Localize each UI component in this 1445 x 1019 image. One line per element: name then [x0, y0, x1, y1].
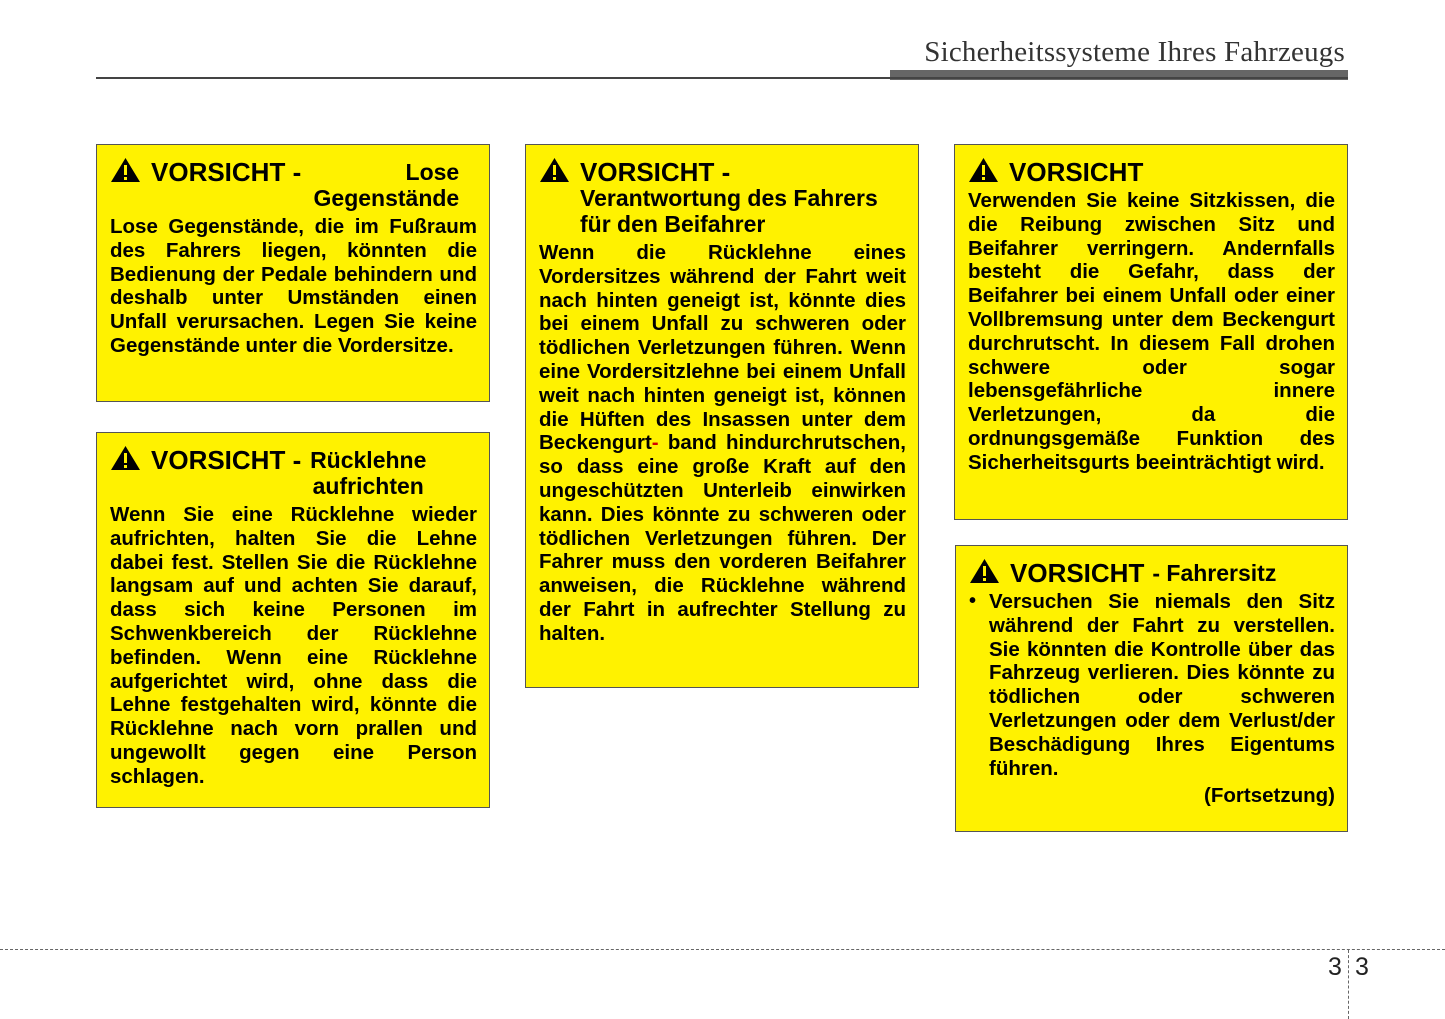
footer-dashed-rule [0, 949, 1445, 950]
caution-text [539, 241, 906, 646]
caution-keyword: VORSICHT [1009, 157, 1144, 187]
caution-heading [110, 159, 477, 211]
caution-heading [539, 159, 906, 185]
caution-keyword: VORSICHT - [580, 157, 731, 187]
caution-subtitle: Verantwortung des Fahrers für den Beifahrer [580, 185, 878, 237]
page-number: 3 [1355, 953, 1369, 981]
caution-box-driver-responsibility [525, 144, 919, 688]
caution-box-backrest [96, 432, 490, 808]
caution-text: Wenn Sie eine Rücklehne wieder aufrichten, halten Sie die Lehne dabei fest. Stellen Sie die Rücklehne langsam auf und achten Sie darauf, dass sich keine Personen im Schwenkbereich der Rücklehne befinden. Wenn eine Rücklehne aufgerichtet wird, ohne dass die Lehne festgehalten wird, könnte die Rücklehne nach vorn prallen und ungewollt gegen eine Person schlagen. [110, 503, 477, 788]
footer-dashed-divider [1348, 950, 1349, 1019]
caution-text: Versuchen Sie niemals den Sitz während der Fahrt zu verstellen. Sie könnten die Kontrolle über das Fahrzeug verlieren. Dies könnte zu tödlichen oder schweren Verletzungen oder dem Verlust/der Beschädigung Ihres Eigentums führen. [989, 590, 1335, 780]
warning-triangle-icon [110, 157, 141, 183]
caution-keyword: VORSICHT - [151, 157, 302, 187]
continuation-note: (Fortsetzung) [1204, 784, 1335, 808]
caution-text: Lose Gegenstände, die im Fußraum des Fahrers liegen, könnten die Bedienung der Pedale behindern und deshalb unter Umständen einen Unfall verursachen. Legen Sie keine Gegenstände unter die Vordersitze. [110, 215, 477, 357]
header-rule [96, 77, 1348, 79]
caution-box-seat-cushion [954, 144, 1348, 520]
caution-heading [110, 447, 477, 499]
caution-text-part-1: Wenn die Rücklehne eines Vordersitzes während der Fahrt weit nach hinten geneigt ist, könnte dies bei einem Unfall zu schweren oder tödlichen Verletzungen führen. Wenn eine Vordersitzlehne bei einem Unfall weit nach hinten geneigt ist, können die Hüften des Insassen unter dem Beckengurt [539, 241, 906, 455]
hyphen-mark: - [651, 431, 659, 455]
caution-subtitle: Lose Gegenstände [313, 159, 460, 211]
warning-triangle-icon [539, 157, 570, 183]
caution-keyword: VORSICHT - [151, 445, 302, 475]
caution-heading [969, 560, 1335, 586]
bullet-item [969, 590, 1335, 780]
caution-box-driver-seat [955, 545, 1348, 832]
caution-box-loose-items [96, 144, 490, 402]
caution-text: Verwenden Sie keine Sitzkissen, die die Reibung zwischen Sitz und Beifahrer verringern. Andernfalls besteht die Gefahr, dass der Beifahrer bei einem Unfall oder einer Vollbremsung unter dem Beckengurt durchrutscht. In diesem Fall drohen schwere oder sogar lebensgefährliche innere Verletzungen, da die ordnungsgemäße Funktion des Sicherheitsgurts beeinträchtigt wird. [968, 189, 1335, 474]
chapter-number: 3 [1328, 953, 1342, 981]
warning-triangle-icon [968, 157, 999, 183]
caution-heading [968, 159, 1335, 185]
caution-keyword: VORSICHT [1010, 558, 1145, 588]
caution-text-part-2: band hindurchrutschen, so dass eine große Kraft auf den ungeschützten Unterleib einwirken kann. Dies könnte zu schweren oder tödlichen Verletzungen führen. Der Fahrer muss den vorderen Beifahrer anweisen, die Rücklehne während der Fahrt in aufrechter Stellung zu halten. [539, 431, 906, 645]
running-header-title: Sicherheitssysteme Ihres Fahrzeugs [924, 36, 1345, 68]
caution-subtitle: Rücklehne aufrichten [310, 447, 427, 499]
warning-triangle-icon [110, 445, 141, 471]
bullet-dot: • [969, 590, 977, 612]
warning-triangle-icon [969, 558, 1000, 584]
caution-subtitle: - Fahrersitz [1152, 560, 1277, 586]
